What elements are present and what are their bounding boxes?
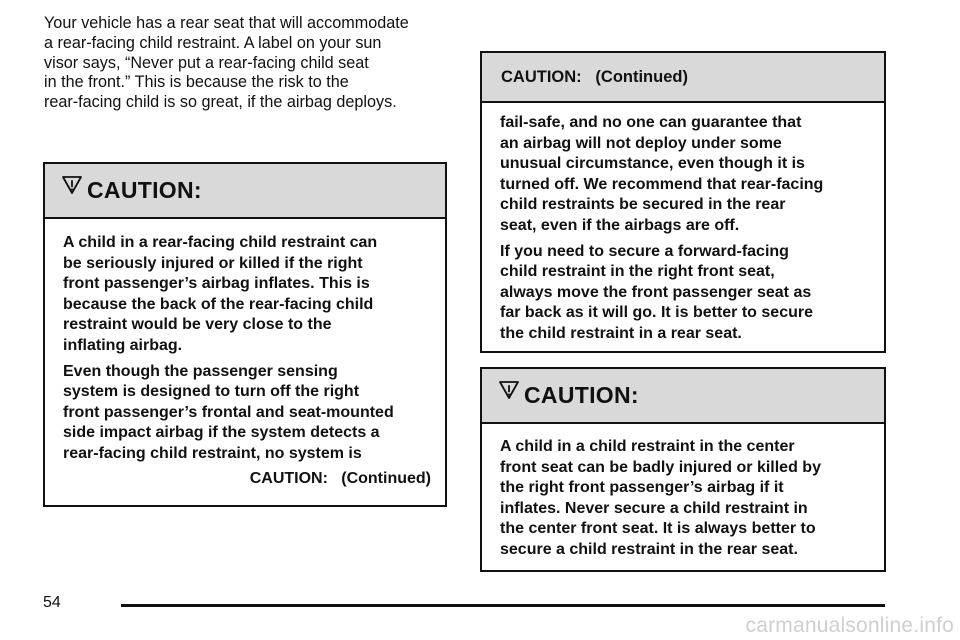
text-line: restraint would be very close to the [63, 316, 332, 334]
text-line: because the back of the rear-facing child [63, 295, 374, 313]
footer-divider [121, 604, 885, 607]
caution-header [482, 369, 884, 424]
text-line: inflating airbag. [63, 336, 183, 354]
text-line: A child in a rear-facing child restraint can [63, 234, 378, 251]
caution-paragraph [500, 437, 872, 561]
caution-header [482, 53, 884, 103]
caution-box-center-seat [480, 367, 886, 572]
text-line: front passenger’s frontal and seat-mounted [63, 403, 394, 421]
caution-paragraph [63, 233, 433, 357]
intro-line: in the front.” This is because the risk to the [44, 73, 349, 92]
caution-header [45, 164, 445, 219]
text-line: inflates. Never secure a child restraint in [500, 499, 808, 517]
text-line: the child restraint in a rear seat. [500, 324, 742, 342]
intro-line: Your vehicle has a rear seat that will accommodate [44, 14, 409, 32]
caution-title: CAUTION: [87, 177, 202, 203]
caution-paragraph [500, 242, 872, 345]
text-line: an airbag will not deploy under some [500, 134, 782, 152]
text-line: A child in a child restraint in the center [500, 438, 795, 455]
text-line: Even though the passenger sensing [63, 362, 338, 380]
text-line: far back as it will go. It is better to secure [500, 304, 813, 322]
warning-icon [61, 174, 83, 196]
warning-icon [498, 379, 520, 401]
text-line: turned off. We recommend that rear-facing [500, 175, 824, 193]
text-line: unusual circumstance, even though it is [500, 155, 805, 173]
text-line: be seriously injured or killed if the right [63, 254, 363, 272]
text-line: front passenger’s airbag inflates. This is [63, 275, 370, 293]
text-line: child restraint in the right front seat, [500, 263, 775, 281]
text-line: always move the front passenger seat as [500, 283, 812, 301]
caution-box-continued [480, 51, 886, 353]
text-line: child restraints be secured in the rear [500, 196, 786, 214]
caution-body [45, 219, 445, 489]
caution-paragraph [63, 362, 433, 465]
caution-continued-label: CAUTION: (Continued) [249, 469, 431, 487]
text-line: the center front seat. It is always better to [500, 520, 816, 538]
caution-box-rear-facing [43, 162, 447, 507]
text-line: secure a child restraint in the rear seat. [500, 540, 798, 558]
text-line: side impact airbag if the system detects a [63, 424, 380, 442]
text-line: seat, even if the airbags are off. [500, 216, 740, 234]
text-line: If you need to secure a forward-facing [500, 242, 789, 260]
intro-paragraph [44, 14, 454, 113]
intro-line: rear-facing child is so great, if the airbag deploys. [44, 93, 397, 112]
text-line: front seat can be badly injured or killed by [500, 458, 821, 476]
watermark: carmanualsonline.info [745, 614, 954, 637]
caution-paragraph [500, 113, 872, 237]
intro-line: a rear-facing child restraint. A label on your sun [44, 33, 382, 52]
text-line: the right front passenger’s airbag if it [500, 479, 784, 497]
page-number: 54 [43, 594, 61, 611]
text-line: fail-safe, and no one can guarantee that [500, 114, 802, 131]
text-line: rear-facing child restraint, no system is [63, 444, 362, 462]
caution-title: CAUTION: (Continued) [501, 67, 688, 86]
caution-body [482, 103, 884, 345]
intro-line: visor says, “Never put a rear-facing child seat [44, 53, 369, 72]
caution-body [482, 424, 884, 561]
text-line: system is designed to turn off the right [63, 383, 360, 401]
caution-title: CAUTION: [524, 382, 639, 408]
